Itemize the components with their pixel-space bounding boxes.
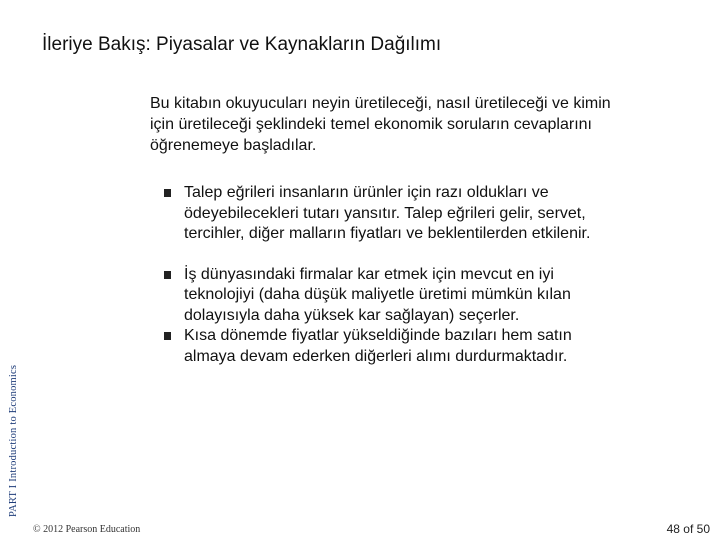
square-bullet-icon xyxy=(164,189,171,197)
bullet-text: Kısa dönemde fiyatlar yükseldiğinde bazıları hem satın almaya devam ederken diğerleri alımı durdurmaktadır. xyxy=(184,327,572,365)
square-bullet-icon xyxy=(164,332,171,340)
bullet-item xyxy=(164,326,624,367)
bullet-list xyxy=(164,183,624,367)
bullet-text: Talep eğrileri insanların ürünler için razı oldukları ve ödeyebilecekleri tutarı yansıtır. Talep eğrileri gelir, servet, tercihler, diğer malların fiyatları ve beklentilerden etkilenir. xyxy=(184,184,591,242)
square-bullet-icon xyxy=(164,271,171,279)
bullet-item xyxy=(164,265,624,327)
bullet-item xyxy=(164,183,624,245)
slide-title: İleriye Bakış: Piyasalar ve Kaynakların Dağılımı xyxy=(42,34,442,55)
part-side-label: PART I Introduction to Economics xyxy=(8,364,19,517)
page-number: 48 of 50 xyxy=(666,522,710,536)
copyright-footer: © 2012 Pearson Education xyxy=(33,524,141,535)
intro-paragraph: Bu kitabın okuyucuları neyin üretileceği, nasıl üretileceği ve kimin için üretileceği şeklindeki temel ekonomik soruların cevaplarını öğrenemeye başladılar. xyxy=(150,95,611,154)
bullet-text: İş dünyasındaki firmalar kar etmek için mevcut en iyi teknolojiyi (daha düşük maliyetle üretimi mümkün kılan dolayısıyla daha yüksek kar sağlayan) seçerler. xyxy=(184,265,571,324)
